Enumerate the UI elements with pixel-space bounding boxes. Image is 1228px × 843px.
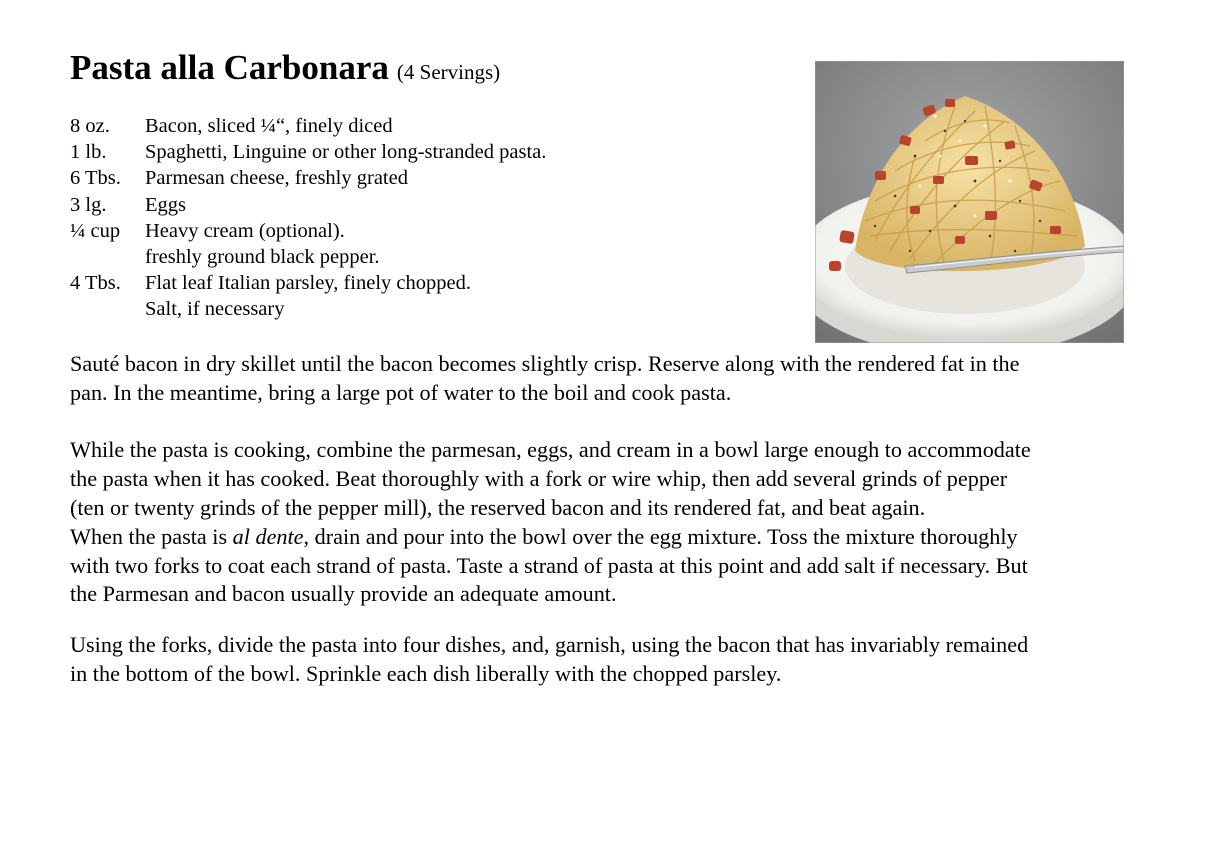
text-line: While the pasta is cooking, combine the parmesan, eggs, and cream in a bowl large enough to accommodate (70, 437, 1031, 463)
al-dente-term: al dente (232, 523, 304, 549)
instruction-step-4 (70, 631, 1160, 689)
ingredients-list (70, 113, 770, 323)
ingredient-name: Bacon, sliced ¼“, finely diced (145, 115, 393, 137)
text-line (70, 524, 1018, 549)
instruction-step-1 (70, 350, 1160, 408)
instruction-step-2 (70, 436, 1160, 522)
ingredient-quantity: 4 Tbs. (70, 272, 121, 295)
instruction-step-3 (70, 523, 1160, 609)
text-line: Using the forks, divide the pasta into four dishes, and, garnish, using the bacon that has invariably remained (70, 632, 1029, 658)
ingredient-quantity: ¼ cup (70, 219, 121, 242)
text-line: (ten or twenty grinds of the pepper mill), the reserved bacon and its rendered fat, and beat again. (70, 494, 926, 520)
carbonara-photo (815, 61, 1124, 343)
text-line: the pasta when it has cooked. Beat thoroughly with a fork or wire whip, then add several grinds of pepper (70, 466, 1008, 492)
text-run: , drain and pour into the bowl over the egg mixture. Toss the mixture thoroughly (303, 523, 1018, 549)
ingredient-row (70, 270, 770, 296)
instructions (70, 350, 1160, 689)
paragraph-gap (70, 609, 1160, 631)
recipe-title (70, 46, 500, 94)
ingredient-name: Eggs (145, 193, 186, 216)
ingredient-name: freshly ground black pepper. (145, 246, 380, 269)
text-line: Sauté bacon in dry skillet until the bacon becomes slightly crisp. Reserve along with the rendered fat in the (70, 351, 1020, 376)
ingredient-row (70, 113, 770, 139)
ingredient-name: Salt, if necessary (145, 298, 285, 321)
ingredient-quantity: 1 lb. (70, 141, 107, 164)
paragraph-gap (70, 408, 1160, 437)
ingredient-row (70, 139, 770, 165)
spaghetti-plate-illustration (815, 61, 1124, 343)
ingredient-quantity: 8 oz. (70, 115, 110, 137)
ingredient-row (70, 192, 770, 218)
text-run: When the pasta is (70, 523, 233, 549)
ingredient-row (70, 218, 770, 244)
ingredient-quantity (70, 296, 145, 322)
ingredient-row (70, 165, 770, 191)
text-line: pan. In the meantime, bring a large pot of water to the boil and cook pasta. (70, 379, 732, 405)
ingredient-name: Spaghetti, Linguine or other long-stranded pasta. (145, 141, 547, 164)
text-line: in the bottom of the bowl. Sprinkle each dish liberally with the chopped parsley. (70, 660, 782, 686)
dish-name: Pasta alla Carbonara (70, 48, 389, 87)
text-line: with two forks to coat each strand of pasta. Taste a strand of pasta at this point and add salt if necessary. But (70, 552, 1028, 578)
ingredient-quantity: 3 lg. (70, 193, 107, 216)
ingredient-name: Flat leaf Italian parsley, finely chopped. (145, 272, 471, 295)
ingredient-quantity (70, 244, 145, 270)
ingredient-row (70, 296, 770, 322)
ingredient-row (70, 244, 770, 270)
text-line: the Parmesan and bacon usually provide an adequate amount. (70, 581, 617, 607)
ingredient-name: Heavy cream (optional). (145, 219, 345, 242)
servings-count: (4 Servings) (396, 60, 501, 84)
ingredient-name: Parmesan cheese, freshly grated (145, 167, 408, 190)
ingredient-quantity: 6 Tbs. (70, 167, 121, 190)
